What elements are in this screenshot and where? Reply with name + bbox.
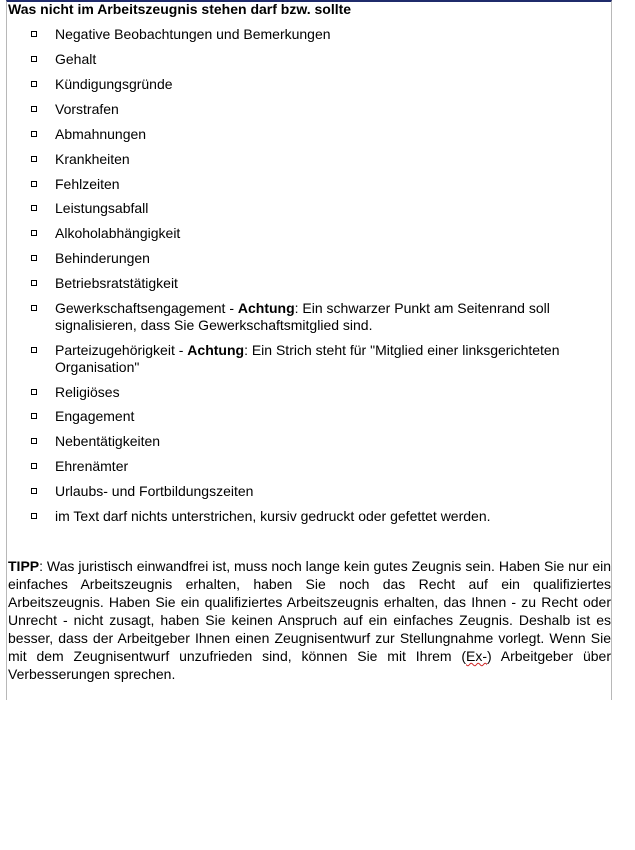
list-item-label: im Text darf nichts unterstrichen, kursiv gedruckt oder gefettet werden. — [55, 508, 491, 524]
list-item-label: Vorstrafen — [55, 101, 119, 117]
list-item-text — [55, 433, 600, 450]
list-item-text — [55, 275, 600, 292]
list-item-text — [55, 76, 600, 93]
list-item-text — [55, 342, 600, 376]
list-item-text — [55, 151, 600, 168]
list-item-label: Engagement — [55, 408, 135, 424]
list-item-label: Betriebsratstätigkeit — [55, 275, 178, 291]
list-item-label: Negative Beobachtungen und Bemerkungen — [55, 26, 331, 42]
checkbox-bullet-icon — [31, 513, 37, 519]
checkbox-bullet-icon — [31, 280, 37, 286]
list-item-label: Behinderungen — [55, 250, 150, 266]
page-title: Was nicht im Arbeitszeugnis stehen darf bzw. sollte — [8, 1, 352, 17]
list-item-label: Nebentätigkeiten — [55, 433, 161, 449]
list-item-label: Fehlzeiten — [55, 176, 120, 192]
list-item-label: Gehalt — [55, 51, 97, 67]
list-item-text — [55, 250, 600, 267]
checkbox-bullet-icon — [31, 438, 37, 444]
checkbox-bullet-icon — [31, 463, 37, 469]
list-item-label: Gewerkschaftsengagement - — [55, 300, 238, 316]
checkbox-bullet-icon — [31, 131, 37, 137]
list-item-label: Ehrenämter — [55, 458, 129, 474]
checkbox-bullet-icon — [31, 347, 37, 353]
list-item-label: Leistungsabfall — [55, 200, 149, 216]
checkbox-bullet-icon — [31, 81, 37, 87]
checkbox-bullet-icon — [31, 181, 37, 187]
list-item-text — [55, 225, 600, 242]
list-item-text — [55, 126, 600, 143]
tipp-text: : Was juristisch einwandfrei ist, muss noch lange kein gutes Zeugnis sein. Haben Sie nur ein einfaches Arbeitszeugnis erhalten, haben Sie noch das Recht auf ein qualifiziertes Arbeitszeugnis. Haben Sie ein qualifiziertes Arbeitszeugnis erhalten, das Ihnen - zu Recht oder Unrecht - nicht zusagt, haben Sie keinen Anspruch auf ein einfaches Zeugnis. Deshalb ist es besser, dass der Arbeitgeber Ihnen einen Zeugnisentwurf zur Stellungnahme vorlegt. Wenn Sie mit dem Zeugnisentwurf unzufrieden sind, können Sie mit Ihrem ( — [8, 558, 611, 664]
list-item-emphasis: Achtung — [237, 300, 295, 316]
checkbox-bullet-icon — [31, 205, 37, 211]
list-item-text — [55, 101, 600, 118]
tipp-label: TIPP — [8, 558, 40, 574]
checkbox-bullet-icon — [31, 106, 37, 112]
checkbox-bullet-icon — [31, 230, 37, 236]
list-item-text — [55, 508, 600, 525]
list-item-text — [55, 176, 600, 193]
checkbox-bullet-icon — [31, 488, 37, 494]
list-item-label: Kündigungsgründe — [55, 76, 173, 92]
tipp-paragraph — [8, 557, 611, 683]
list-item-emphasis: Achtung — [187, 342, 245, 358]
list-item-text — [55, 300, 600, 334]
list-item-text — [55, 51, 600, 68]
list-item-label: Alkoholabhängigkeit — [55, 225, 181, 241]
list-item-detail: : Ein Strich steht für "Mitglied einer linksgerichteten Organisation" — [55, 342, 560, 375]
checkbox-bullet-icon — [31, 305, 37, 311]
list-item-label: Abmahnungen — [55, 126, 147, 142]
list-item-text — [55, 384, 600, 401]
spellcheck-flagged-word[interactable]: Ex- — [466, 648, 488, 664]
list-item-text — [55, 26, 600, 43]
list-item-detail: : Ein schwarzer Punkt am Seitenrand soll signalisieren, dass Sie Gewerkschaftsmitglied sind. — [55, 300, 550, 333]
list-item-text — [55, 408, 600, 425]
checkbox-bullet-icon — [31, 31, 37, 37]
tipp-text-end: ) Arbeitgeber über Verbesserungen sprechen. — [8, 648, 611, 682]
checkbox-bullet-icon — [31, 255, 37, 261]
checkbox-bullet-icon — [31, 56, 37, 62]
checkbox-bullet-icon — [31, 156, 37, 162]
checkbox-bullet-icon — [31, 413, 37, 419]
list-item-label: Parteizugehörigkeit - — [55, 342, 188, 358]
list-item-label: Krankheiten — [55, 151, 130, 167]
list-item-label: Urlaubs- und Fortbildungszeiten — [55, 483, 254, 499]
list-item-label: Religiöses — [55, 384, 120, 400]
list-item-text — [55, 458, 600, 475]
list-item-text — [55, 200, 600, 217]
checkbox-bullet-icon — [31, 389, 37, 395]
list-item-text — [55, 483, 600, 500]
